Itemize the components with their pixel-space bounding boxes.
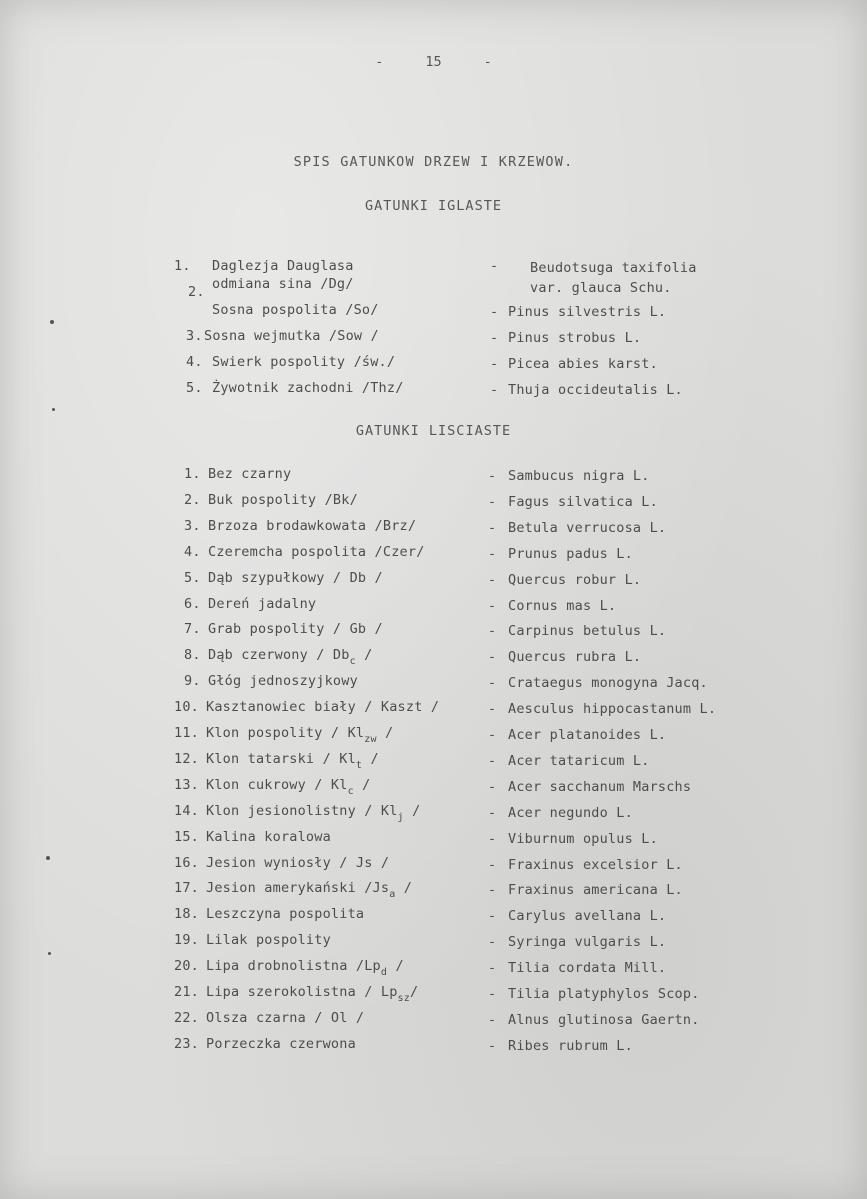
separator-dash: - (488, 857, 497, 873)
polish-name-text: Bez czarny (208, 466, 292, 482)
separator-dash: - (488, 908, 497, 924)
polish-name: Daglezja Dauglasa (212, 258, 354, 274)
abbreviation-subscript: j (397, 812, 404, 823)
separator-dash: - (488, 727, 497, 743)
latin-name: Aesculus hippocastanum L. (508, 701, 717, 717)
latin-name: Picea abies karst. (508, 356, 658, 372)
polish-name-text: Buk pospolity /Bk/ (208, 492, 358, 508)
list-item (0, 699, 867, 717)
separator-dash: - (488, 805, 497, 821)
polish-name (208, 518, 416, 534)
polish-name (208, 673, 358, 689)
item-number: 12. (174, 751, 199, 767)
polish-name-text: Klon cukrowy / Kl (206, 777, 348, 793)
item-number: 3. (186, 328, 203, 344)
item-number: 23. (174, 1036, 199, 1052)
item-number: 6. (184, 596, 201, 612)
polish-name (206, 1036, 356, 1052)
polish-name (208, 492, 358, 508)
list-item (0, 880, 867, 898)
separator-dash: - (488, 649, 497, 665)
list-item (0, 932, 867, 950)
polish-name: Żywotnik zachodni /Thz/ (212, 380, 404, 396)
list-item (0, 803, 867, 821)
polish-name: Swierk pospolity /św./ (212, 354, 396, 370)
polish-name (208, 544, 425, 560)
scan-speck (50, 320, 54, 324)
latin-name: Carylus avellana L. (508, 908, 667, 924)
list-item (0, 621, 867, 639)
list-item (0, 544, 867, 562)
abbreviation-closing: / (410, 984, 419, 1000)
separator-dash: - (488, 701, 497, 717)
latin-name: Betula verrucosa L. (508, 520, 667, 536)
latin-name: Pinus silvestris L. (508, 304, 667, 320)
separator-dash: - (488, 494, 497, 510)
polish-name (208, 621, 383, 637)
item-number: 1. (184, 466, 201, 482)
polish-name (208, 570, 383, 586)
list-item (0, 1010, 867, 1028)
item-number: 20. (174, 958, 199, 974)
latin-name: Crataegus monogyna Jacq. (508, 675, 708, 691)
separator-dash: - (490, 258, 499, 274)
latin-name: Fraxinus americana L. (508, 882, 683, 898)
item-number: 19. (174, 932, 199, 948)
polish-name-text: Dereń jadalny (208, 596, 317, 612)
item-number: 3. (184, 518, 201, 534)
item-number: 9. (184, 673, 201, 689)
list-item (0, 284, 867, 302)
polish-name: odmiana sina /Dg/ (212, 276, 354, 292)
polish-name-text: Dąb szypułkowy / Db / (208, 570, 383, 586)
abbreviation-subscript: d (380, 967, 388, 978)
separator-dash: - (488, 882, 497, 898)
list-item (0, 518, 867, 536)
polish-name-text: Lipa drobnolistna /Lp (206, 958, 381, 974)
latin-name: Alnus glutinosa Gaertn. (508, 1012, 700, 1028)
separator-dash: - (488, 1038, 497, 1054)
separator-dash: - (490, 304, 499, 320)
list-item (0, 258, 867, 276)
item-number: 5. (186, 380, 203, 396)
separator-dash: - (488, 934, 497, 950)
separator-dash: - (488, 623, 497, 639)
document-title: SPIS GATUNKOW DRZEW I KRZEWOW. (293, 154, 574, 170)
separator-dash: - (488, 831, 497, 847)
abbreviation-subscript: c (347, 786, 354, 797)
polish-name (206, 906, 364, 922)
separator-dash: - (488, 1012, 497, 1028)
latin-name: Pinus strobus L. (508, 330, 642, 346)
polish-name-text: Brzoza brodawkowata /Brz/ (208, 518, 417, 534)
page-number (0, 54, 867, 70)
abbreviation-closing: / (376, 725, 394, 741)
latin-name: Ribes rubrum L. (508, 1038, 633, 1054)
polish-name-text: Klon jesionolistny / Kl (206, 803, 398, 819)
item-number: 15. (174, 829, 199, 845)
item-number: 5. (184, 570, 201, 586)
separator-dash: - (488, 779, 497, 795)
item-number: 1. (174, 258, 191, 274)
list-item (0, 647, 867, 665)
polish-name (206, 958, 404, 978)
scan-speck (52, 408, 55, 411)
latin-name: var. glauca Schu. (530, 280, 672, 296)
item-number: 18. (174, 906, 199, 922)
latin-name: Acer negundo L. (508, 805, 633, 821)
latin-name: Prunus padus L. (508, 546, 633, 562)
polish-name-text: Grab pospolity / Gb / (208, 621, 383, 637)
abbreviation-subscript: c (349, 656, 356, 667)
separator-dash: - (490, 382, 499, 398)
polish-name-text: Lipa szerokolistna / Lp (206, 984, 398, 1000)
abbreviation-subscript: sz (397, 993, 410, 1004)
separator-dash: - (490, 330, 499, 346)
section-heading-deciduous: GATUNKI LISCIASTE (355, 423, 512, 439)
polish-name-text: Lilak pospolity (206, 932, 331, 948)
abbreviation-closing: / (353, 777, 371, 793)
polish-name (206, 932, 331, 948)
list-item (0, 570, 867, 588)
page-number-dash-right: - (483, 54, 492, 70)
page-number-dash-left: - (375, 54, 384, 70)
latin-name: Sambucus nigra L. (508, 468, 650, 484)
latin-name: Quercus rubra L. (508, 649, 642, 665)
list-item (0, 380, 867, 398)
item-number: 4. (184, 544, 201, 560)
latin-name: Acer platanoides L. (508, 727, 667, 743)
separator-dash: - (488, 675, 497, 691)
polish-name (206, 880, 413, 900)
item-number: 17. (174, 880, 199, 896)
separator-dash: - (488, 986, 497, 1002)
latin-name: Fagus silvatica L. (508, 494, 658, 510)
polish-name-text: Porzeczka czerwona (206, 1036, 356, 1052)
latin-name: Acer tataricum L. (508, 753, 650, 769)
separator-dash: - (488, 546, 497, 562)
list-item (0, 302, 867, 320)
latin-name: Fraxinus excelsior L. (508, 857, 683, 873)
item-number: 13. (174, 777, 199, 793)
latin-name: Tilia cordata Mill. (508, 960, 667, 976)
item-number: 22. (174, 1010, 199, 1026)
list-item (0, 673, 867, 691)
polish-name (206, 699, 439, 715)
separator-dash: - (488, 753, 497, 769)
list-item (0, 777, 867, 795)
polish-name (206, 855, 389, 871)
polish-name (208, 596, 316, 612)
list-item (0, 829, 867, 847)
polish-name-text: Kasztanowiec biały / Kaszt / (206, 699, 440, 715)
polish-name-text: Leszczyna pospolita (206, 906, 365, 922)
polish-name (208, 466, 291, 482)
polish-name-text: Klon tatarski / Kl (206, 751, 356, 767)
item-number: 14. (174, 803, 199, 819)
item-number: 7. (184, 621, 201, 637)
list-item (0, 466, 867, 484)
polish-name (206, 725, 394, 745)
list-item (0, 984, 867, 1002)
polish-name (206, 829, 331, 845)
polish-name-text: Kalina koralowa (206, 829, 331, 845)
list-item (0, 1036, 867, 1054)
polish-name-text: Jesion amerykański /Js (206, 880, 390, 896)
scan-speck (46, 856, 50, 860)
item-number: 21. (174, 984, 199, 1000)
list-item (0, 958, 867, 976)
polish-name-text: Klon pospolity / Kl (206, 725, 365, 741)
polish-name (206, 1010, 364, 1026)
list-item (0, 751, 867, 769)
latin-name: Viburnum opulus L. (508, 831, 658, 847)
abbreviation-subscript: t (355, 760, 363, 771)
separator-dash: - (488, 598, 497, 614)
polish-name (206, 751, 379, 771)
list-item (0, 906, 867, 924)
latin-name: Thuja occideutalis L. (508, 382, 683, 398)
separator-dash: - (488, 960, 497, 976)
page-number-value: 15 (425, 54, 442, 70)
polish-name-text: Głóg jednoszyjkowy (208, 673, 358, 689)
item-number: 2. (184, 492, 201, 508)
polish-name (206, 777, 371, 797)
latin-name: Syringa vulgaris L. (508, 934, 667, 950)
abbreviation-closing: / (362, 751, 379, 767)
polish-name (206, 803, 421, 823)
list-item (0, 725, 867, 743)
polish-name: Sosna wejmutka /Sow / (204, 328, 379, 344)
list-item (0, 328, 867, 346)
separator-dash: - (488, 572, 497, 588)
section-heading-conifers: GATUNKI IGLASTE (365, 198, 502, 214)
abbreviation-closing: / (395, 880, 413, 896)
item-number: 16. (174, 855, 199, 871)
latin-name: Cornus mas L. (508, 598, 617, 614)
polish-name-text: Czeremcha pospolita /Czer/ (208, 544, 425, 560)
polish-name (208, 647, 373, 667)
abbreviation-closing: / (355, 647, 373, 663)
item-number: 4. (186, 354, 203, 370)
latin-name: Acer sacchanum Marschs (508, 779, 692, 795)
list-item (0, 855, 867, 873)
list-item (0, 596, 867, 614)
separator-dash: - (488, 468, 497, 484)
polish-name (206, 984, 419, 1004)
polish-name-text: Jesion wyniosły / Js / (206, 855, 390, 871)
item-number: 10. (174, 699, 199, 715)
abbreviation-closing: / (403, 803, 421, 819)
polish-name: Sosna pospolita /So/ (212, 302, 379, 318)
separator-dash: - (490, 356, 499, 372)
abbreviation-subscript: zw (364, 734, 377, 745)
item-number: 2. (188, 284, 205, 300)
abbreviation-subscript: a (389, 889, 396, 900)
item-number: 8. (184, 647, 201, 663)
list-item (0, 492, 867, 510)
polish-name-text: Dąb czerwony / Db (208, 647, 350, 663)
list-item (0, 354, 867, 372)
latin-name: Tilia platyphylos Scop. (508, 986, 700, 1002)
latin-name: Carpinus betulus L. (508, 623, 667, 639)
item-number: 11. (174, 725, 199, 741)
separator-dash: - (488, 520, 497, 536)
latin-name: Beudotsuga taxifolia (530, 260, 697, 276)
latin-name: Quercus robur L. (508, 572, 642, 588)
abbreviation-closing: / (387, 958, 404, 974)
polish-name-text: Olsza czarna / Ol / (206, 1010, 365, 1026)
scan-speck (48, 952, 51, 955)
